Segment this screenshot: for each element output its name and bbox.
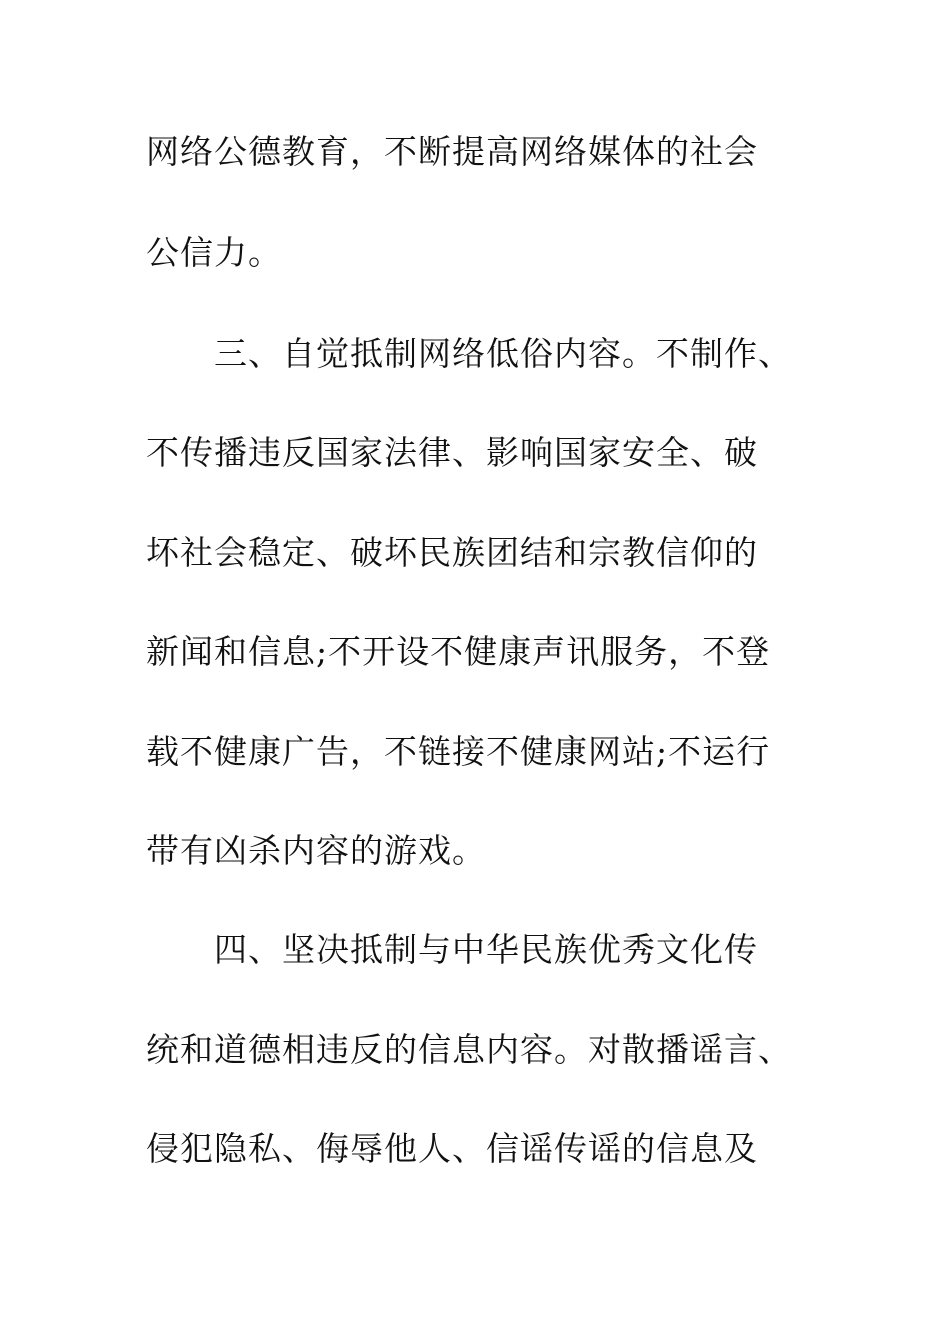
- text-line-6: 新闻和信息;不开设不健康声讯服务，不登: [146, 632, 771, 671]
- text-line-11: 侵犯隐私、侮辱他人、信谣传谣的信息及: [146, 1129, 758, 1168]
- paragraph-4-heading-line: 四、坚决抵制与中华民族优秀文化传: [214, 930, 758, 969]
- paragraph-3-heading-line: 三、自觉抵制网络低俗内容。不制作、: [214, 334, 792, 373]
- text-line-8: 带有凶杀内容的游戏。: [146, 831, 486, 870]
- text-line-4: 不传播违反国家法律、影响国家安全、破: [146, 433, 758, 472]
- text-line-7: 载不健康广告，不链接不健康网站;不运行: [146, 732, 771, 771]
- text-line-2: 公信力。: [146, 233, 282, 272]
- text-line-5: 坏社会稳定、破坏民族团结和宗教信仰的: [146, 533, 758, 572]
- text-line-1: 网络公德教育，不断提高网络媒体的社会: [146, 132, 758, 171]
- text-line-10: 统和道德相违反的信息内容。对散播谣言、: [146, 1030, 792, 1069]
